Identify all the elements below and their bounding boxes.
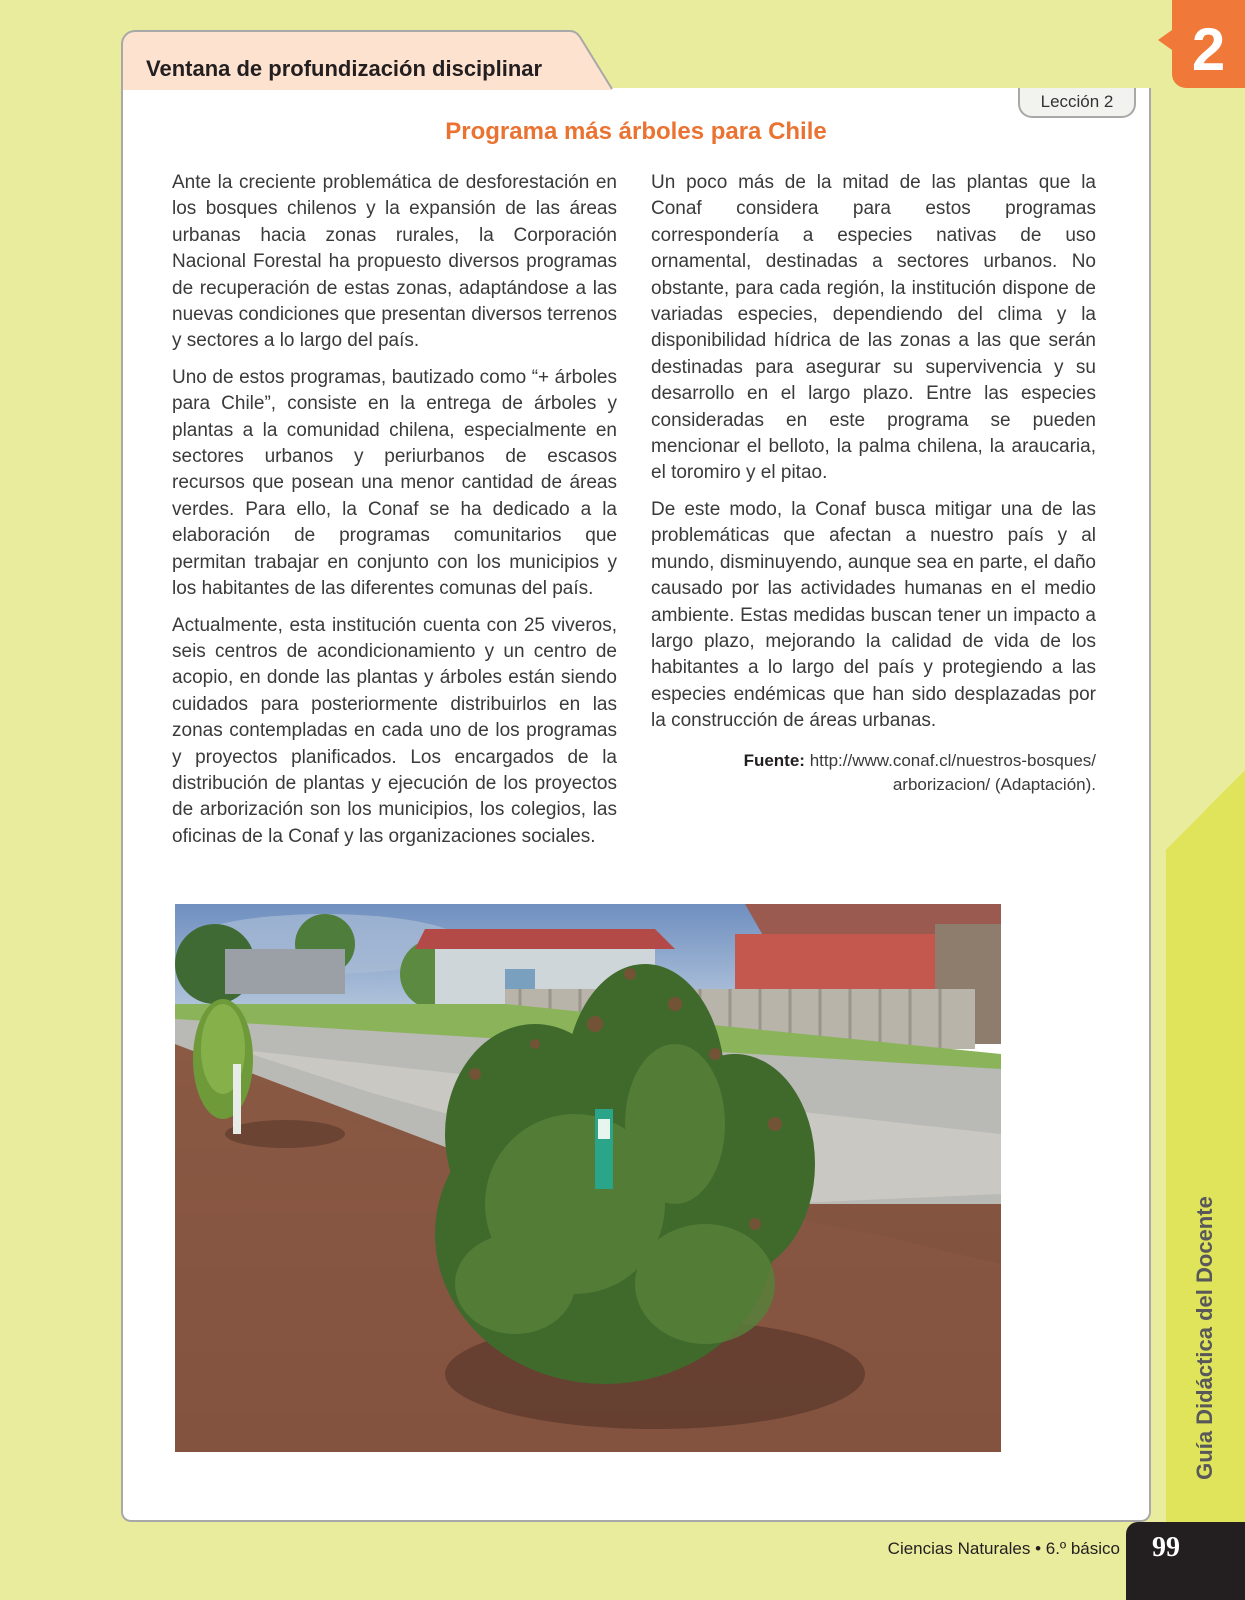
section-tab-slope [550,30,620,90]
paragraph: Actualmente, esta institución cuenta con 25 viveros, seis centros de acondicionamiento y un centro de acopio, en donde las plantas y árboles están siendo cuidados para posteriormente distribuirlos en las zonas contempladas en cada uno de los programas y proyectos planificados. Los encargados de la distribución de plantas y ejecución de los proyectos de arborización son los municipios, los colegios, las oficinas de la Conaf y las organizaciones sociales. [172,614,617,847]
page-number: 99 [1152,1532,1180,1563]
chapter-tab [1172,0,1245,88]
paragraph: Ante la creciente problemática de desforestación en los bosques chilenos y la expansión de las áreas urbanas hacia zonas rurales, la Corporación Nacional Forestal ha propuesto diversos programas de recuperación de estas zonas, adaptándose a las nuevas condiciones que presentan diversos terrenos y sectores a lo largo del país. [172,172,617,352]
shrub-photo [175,904,1001,1452]
page-number-box [1126,1522,1245,1600]
paragraph: Uno de estos programas, bautizado como “+ árboles para Chile”, consiste en la entrega de árboles y plantas a la comunidad chilena, especialmente en sectores urbanos y periurbanos de escasos recursos que posean una menor cantidad de áreas verdes. Para ello, la Conaf se ha dedicado a la elaboración de programas comunitarios que permitan trabajar en conjunto con los municipios y los habitantes de las diferentes comunas del país. [172,366,617,600]
sidebar-wedge [1166,770,1245,850]
paragraph: Un poco más de la mitad de las plantas que la Conaf considera para estos programas correspondería a especies nativas de uso ornamental, destinadas a sectores urbanos. No obstante, para cada región, la institución dispone de variadas especies, dependiendo del clima y la disponibilidad hídrica de las zonas a las que serán destinadas para asegurar su supervivencia y su desarrollo en el largo plazo. Entre las especies consideradas en este programa se pueden mencionar el belloto, la palma chilena, la araucaria, el toromiro y el pitao. [651,172,1096,484]
footer-subject: Ciencias Naturales • 6.º básico [887,1539,1120,1558]
lesson-tab: Lección 2 [1018,88,1136,118]
article-column-left [172,170,617,860]
section-title: Ventana de profundización disciplinar [146,56,543,81]
paragraph: De este modo, la Conaf busca mitigar una de las problemáticas que afectan a nuestro país y al mundo, disminuyendo, aunque sea en parte, el daño causado por las actividades humanas en el medio ambiente. Estas medidas buscan tener un impacto a largo plazo, mejorando la calidad de vida de los habitantes a lo largo del país y protegiendo a las especies endémicas que han sido desplazadas por la construcción de áreas urbanas. [651,498,1096,732]
source-url: http://www.conaf.cl/nuestros-bosques/ arborizacion/ (Adaptación). [809,750,1096,794]
guide-vertical-label: Guía Didáctica del Docente [1192,1196,1217,1480]
chapter-number: 2 [1191,16,1226,83]
article-column-right [651,170,1096,797]
article-title: Programa más árboles para Chile [445,118,827,145]
source-label: Fuente: [743,750,805,770]
source-citation [651,749,1096,797]
